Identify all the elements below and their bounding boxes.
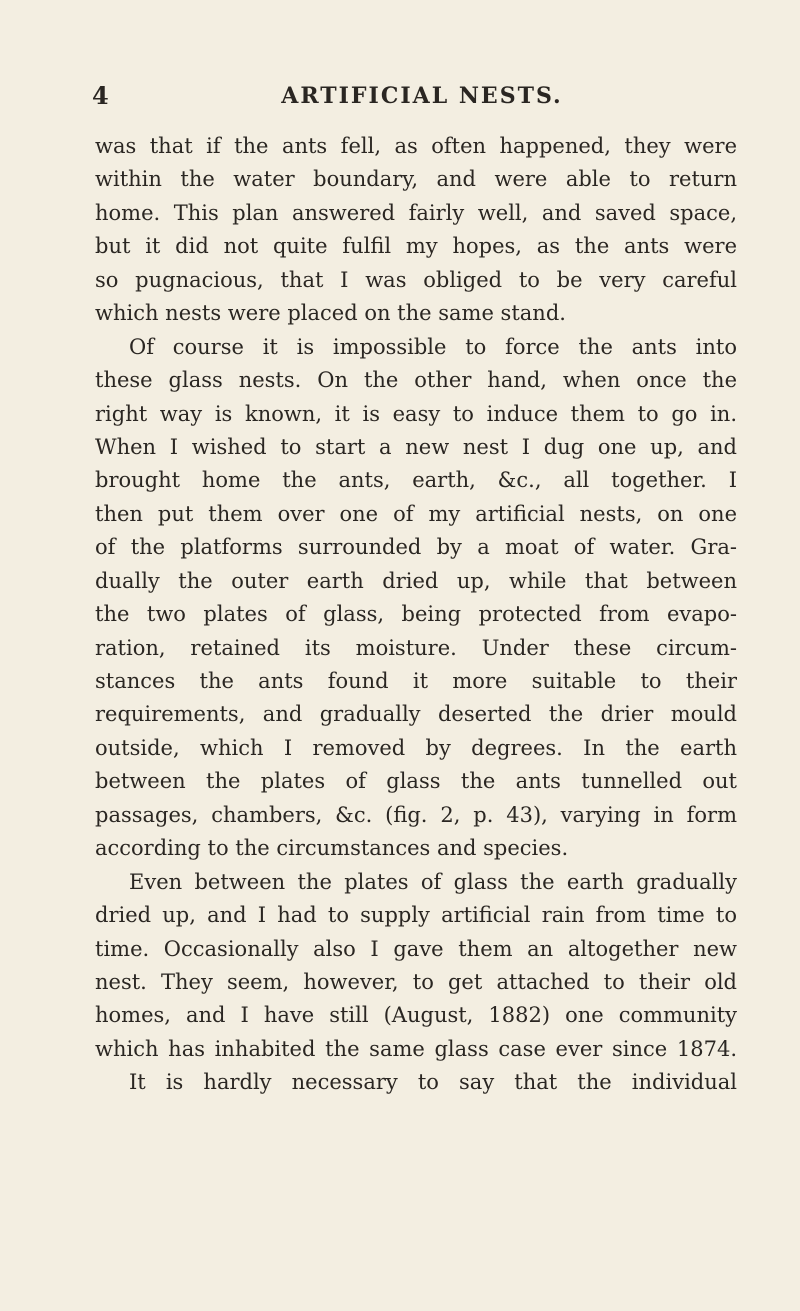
- text-line: stances the ants found it more suitable to their: [95, 669, 737, 693]
- text-line: between the plates of glass the ants tunnelled out: [95, 769, 737, 794]
- text-line: homes, and I have still (August, 1882) one community: [95, 1003, 737, 1028]
- text-line: which has inhabited the same glass case ever since 1874.: [95, 1036, 737, 1061]
- running-head: [92, 76, 752, 116]
- page-number: 4: [92, 81, 109, 110]
- text-line: was that if the ants fell, as often happened, they were: [95, 134, 737, 158]
- text-line: brought home the ants, earth, &c., all together. I: [95, 468, 737, 493]
- text-line: dried up, and I had to supply artificial rain from time to: [95, 903, 737, 928]
- text-line: nest. They seem, however, to get attached to their old: [95, 969, 737, 994]
- text-line: within the water boundary, and were able to return: [95, 167, 737, 192]
- text-line: outside, which I removed by degrees. In the earth: [95, 735, 737, 760]
- text-line: time. Occasionally also I gave them an altogether new: [95, 936, 737, 961]
- text-line: It is hardly necessary to say that the individual: [129, 1070, 737, 1095]
- text-line: so pugnacious, that I was obliged to be very careful: [95, 267, 737, 292]
- text-line: requirements, and gradually deserted the drier mould: [95, 702, 737, 727]
- body-text: [95, 130, 737, 1100]
- text-line: passages, chambers, &c. (fig. 2, p. 43), varying in form: [95, 802, 737, 827]
- text-line: Of course it is impossible to force the ants into: [129, 334, 737, 359]
- text-line: these glass nests. On the other hand, when once the: [95, 368, 737, 393]
- text-line: home. This plan answered fairly well, and saved space,: [95, 200, 737, 225]
- text-line: the two plates of glass, being protected from evapo-: [95, 602, 737, 627]
- text-line: Even between the plates of glass the earth gradually: [129, 869, 737, 894]
- text-line: then put them over one of my artificial nests, on one: [95, 501, 737, 526]
- text-line: When I wished to start a new nest I dug one up, and: [95, 434, 737, 459]
- text-line: right way is known, it is easy to induce them to go in.: [95, 401, 737, 426]
- text-line: of the platforms surrounded by a moat of water. Gra-: [95, 535, 737, 560]
- text-line: but it did not quite fulfil my hopes, as the ants were: [95, 234, 737, 259]
- text-line: ration, retained its moisture. Under these circum-: [95, 635, 737, 660]
- text-line: dually the outer earth dried up, while that between: [95, 568, 737, 593]
- text-line: according to the circumstances and species.: [95, 836, 569, 861]
- running-title: ARTIFICIAL NESTS.: [281, 83, 563, 109]
- text-line: which nests were placed on the same stand.: [95, 301, 566, 326]
